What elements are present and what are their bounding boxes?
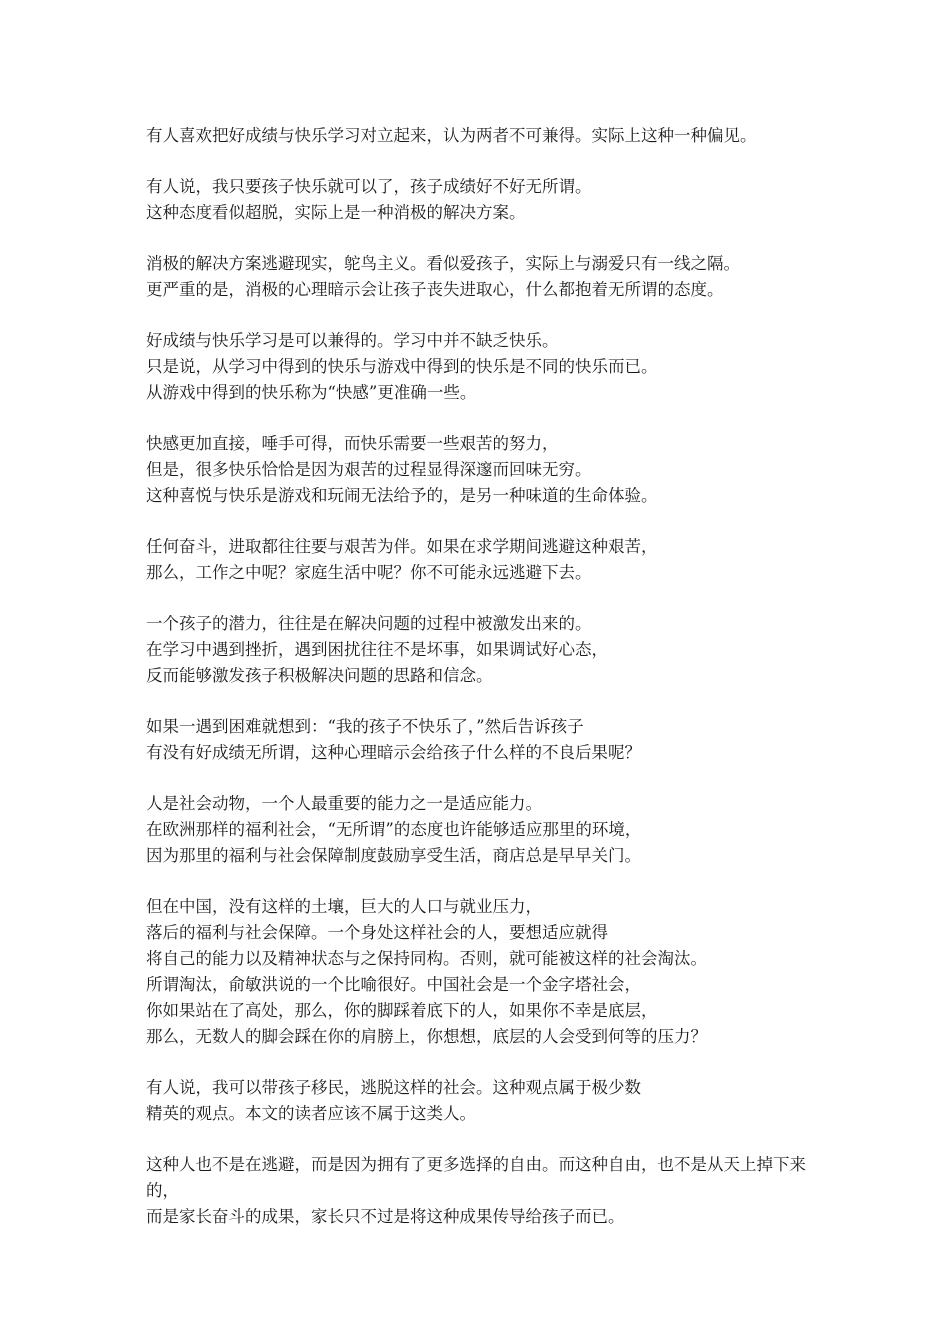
paragraph-line: 一个孩子的潜力，往往是在解决问题的过程中被激发出来的。 <box>146 614 592 633</box>
paragraph-line: 这种态度看似超脱，实际上是一种消极的解决方案。 <box>146 203 526 222</box>
paragraph-line: 将自己的能力以及精神状态与之保持同构。否则，就可能被这样的社会淘汰。 <box>146 949 707 968</box>
paragraph-line: 有人说，我只要孩子快乐就可以了，孩子成绩好不好无所谓。 <box>146 177 592 196</box>
paragraph-line: 只是说，从学习中得到的快乐与游戏中得到的快乐是不同的快乐而已。 <box>146 357 658 376</box>
paragraph-line: 更严重的是，消极的心理暗示会让孩子丧失进取心，什么都抱着无所谓的态度。 <box>146 280 724 299</box>
paragraph-line: 快感更加直接，唾手可得，而快乐需要一些艰苦的努力， <box>146 434 559 453</box>
paragraph-line: 这种人也不是在逃避，而是因为拥有了更多选择的自由。而这种自由，也不是从天上掉下来的， <box>146 1155 806 1200</box>
paragraph-line: 有人喜欢把好成绩与快乐学习对立起来，认为两者不可兼得。实际上这种一种偏见。 <box>146 126 757 145</box>
paragraph-line: 因为那里的福利与社会保障制度鼓励享受生活，商店总是早早关门。 <box>146 846 641 865</box>
paragraph-line: 而是家长奋斗的成果，家长只不过是将这种成果传导给孩子而已。 <box>146 1207 625 1226</box>
paragraph-4 <box>146 328 814 406</box>
paragraph-7 <box>146 611 814 689</box>
paragraph-12 <box>146 1152 814 1230</box>
paragraph-10 <box>146 894 814 1050</box>
paragraph-line: 这种喜悦与快乐是游戏和玩闹无法给予的，是另一种味道的生命体验。 <box>146 486 658 505</box>
paragraph-line: 如果一遇到困难就想到：“我的孩子不快乐了，”然后告诉孩子 <box>146 717 584 736</box>
paragraph-line: 落后的福利与社会保障。一个身处这样社会的人，要想适应就得 <box>146 923 608 942</box>
paragraph-line: 好成绩与快乐学习是可以兼得的。学习中并不缺乏快乐。 <box>146 331 559 350</box>
paragraph-line: 从游戏中得到的快乐称为“快感”更准确一些。 <box>146 383 477 402</box>
paragraph-line: 人是社会动物，一个人最重要的能力之一是适应能力。 <box>146 794 542 813</box>
paragraph-line: 所谓淘汰，俞敏洪说的一个比喻很好。中国社会是一个金字塔社会， <box>146 975 641 994</box>
paragraph-6 <box>146 534 814 586</box>
paragraph-line: 但是，很多快乐恰恰是因为艰苦的过程显得深邃而回味无穷。 <box>146 460 592 479</box>
paragraph-line: 你如果站在了高处，那么，你的脚踩着底下的人，如果你不幸是底层， <box>146 1001 658 1020</box>
paragraph-line: 在欧洲那样的福利社会，“无所谓”的态度也许能够适应那里的环境， <box>146 820 642 839</box>
paragraph-line: 那么，无数人的脚会踩在你的肩膀上，你想想，底层的人会受到何等的压力？ <box>146 1027 707 1046</box>
paragraph-11 <box>146 1075 814 1127</box>
paragraph-9 <box>146 791 814 869</box>
paragraph-line: 有没有好成绩无所谓，这种心理暗示会给孩子什么样的不良后果呢？ <box>146 743 641 762</box>
paragraph-line: 消极的解决方案逃避现实，鸵鸟主义。看似爱孩子，实际上与溺爱只有一线之隔。 <box>146 254 740 273</box>
paragraph-3 <box>146 251 814 303</box>
paragraph-line: 精英的观点。本文的读者应该不属于这类人。 <box>146 1104 476 1123</box>
article-body <box>146 123 814 1255</box>
paragraph-line: 任何奋斗，进取都往往要与艰苦为伴。如果在求学期间逃避这种艰苦， <box>146 537 658 556</box>
paragraph-2 <box>146 174 814 226</box>
paragraph-line: 反而能够激发孩子积极解决问题的思路和信念。 <box>146 666 493 685</box>
paragraph-1 <box>146 123 814 149</box>
paragraph-line: 有人说，我可以带孩子移民，逃脱这样的社会。这种观点属于极少数 <box>146 1078 641 1097</box>
paragraph-8 <box>146 714 814 766</box>
paragraph-5 <box>146 431 814 509</box>
paragraph-line: 那么，工作之中呢？家庭生活中呢？你不可能永远逃避下去。 <box>146 563 592 582</box>
paragraph-line: 在学习中遇到挫折，遇到困扰往往不是坏事，如果调试好心态， <box>146 640 608 659</box>
paragraph-line: 但在中国，没有这样的土壤，巨大的人口与就业压力， <box>146 897 542 916</box>
